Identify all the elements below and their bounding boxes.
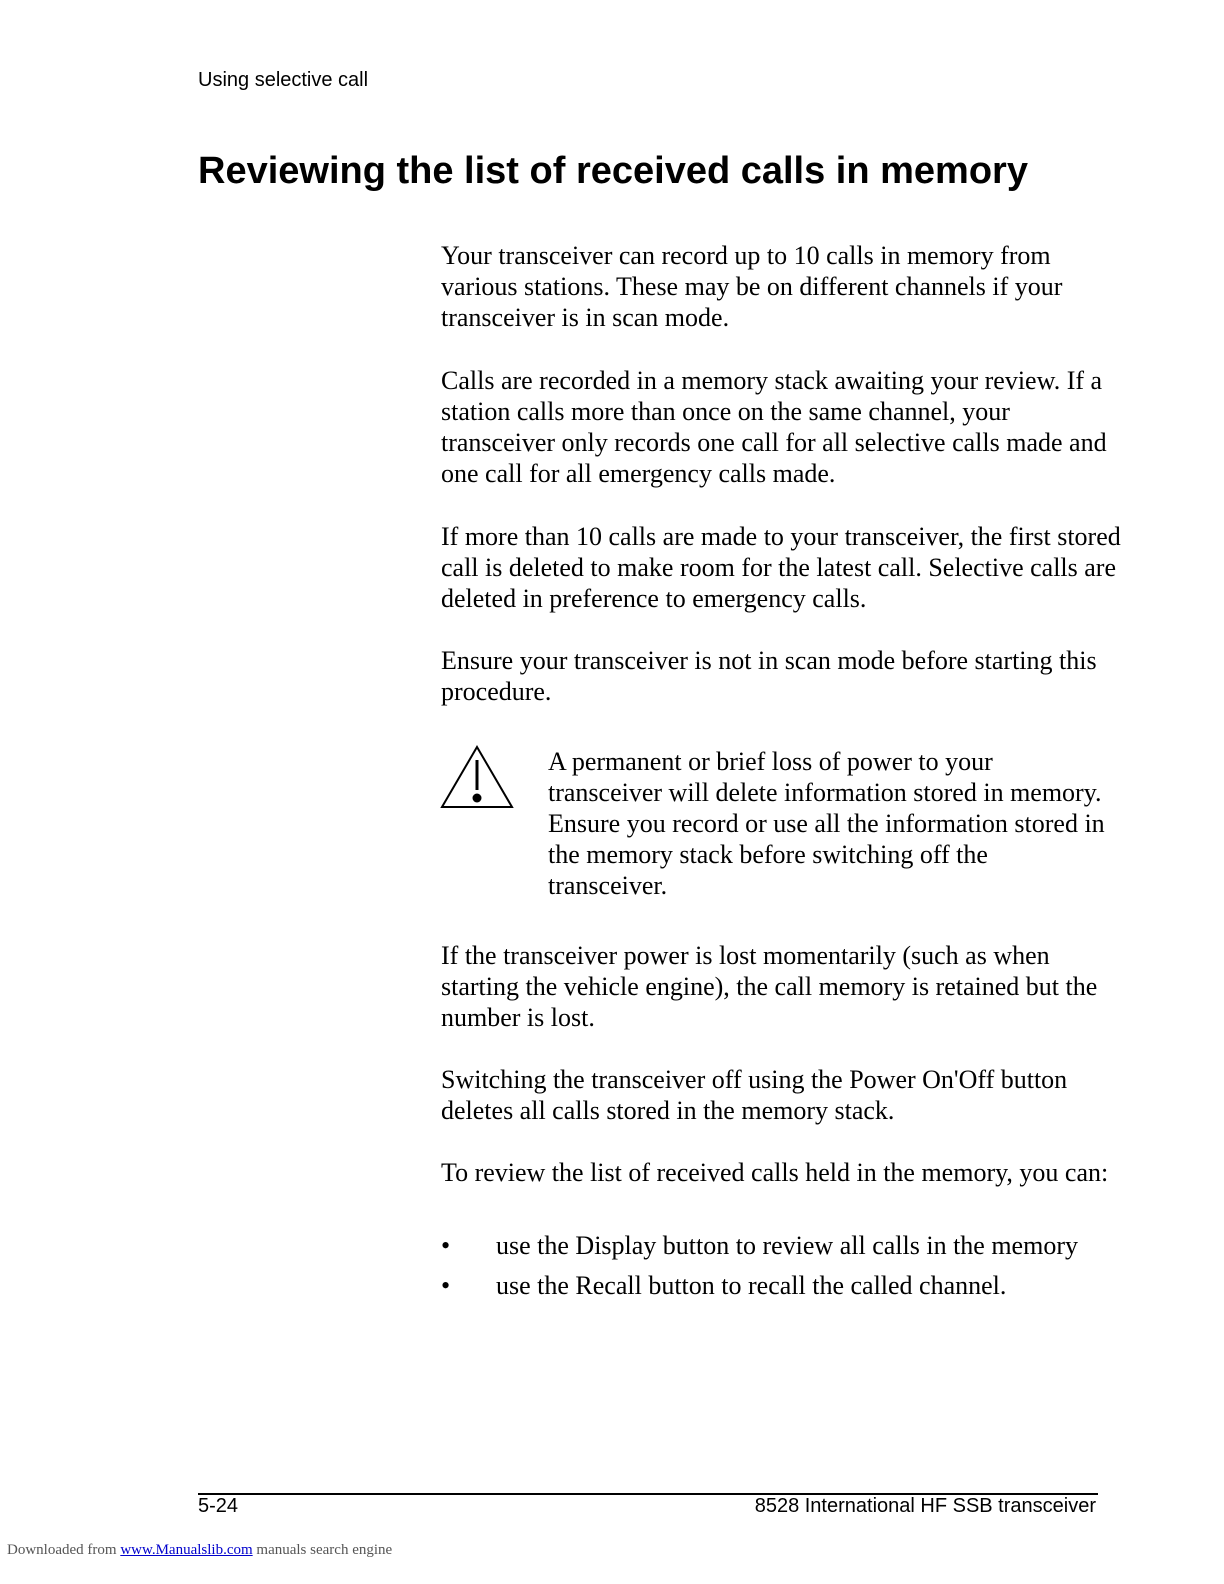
page-title: Reviewing the list of received calls in memory bbox=[198, 150, 1028, 192]
bullet-icon: • bbox=[441, 1231, 451, 1260]
warning-triangle-icon bbox=[440, 744, 514, 810]
list-item-text: use the Recall button to recall the called channel. bbox=[496, 1271, 1007, 1300]
manualslib-link[interactable]: www.Manualslib.com bbox=[120, 1542, 253, 1558]
download-prefix: Downloaded from bbox=[7, 1542, 117, 1558]
download-notice bbox=[7, 1542, 392, 1559]
paragraph-overflow: If more than 10 calls are made to your transceiver, the first stored call is deleted to make room for the latest call. Selective calls are deleted in preference to emergency calls. bbox=[441, 522, 1121, 613]
paragraph-record-capacity: Your transceiver can record up to 10 calls in memory from various stations. These may be on different channels if your transceiver is in scan mode. bbox=[441, 241, 1063, 332]
list-item bbox=[441, 1230, 1121, 1261]
running-header: Using selective call bbox=[198, 69, 369, 91]
list-item-text: use the Display button to review all calls in the memory bbox=[496, 1231, 1078, 1260]
paragraph-scan-mode: Ensure your transceiver is not in scan mode before starting this procedure. bbox=[441, 646, 1097, 706]
paragraph-memory-stack: Calls are recorded in a memory stack awaiting your review. If a station calls more than once on the same channel, your transceiver only records one call for all selective calls made and one call for all emergency calls made. bbox=[441, 366, 1107, 488]
page-number: 5-24 bbox=[198, 1495, 239, 1517]
warning-text: A permanent or brief loss of power to your transceiver will delete information stored in memory. Ensure you record or use all the information stored in the memory stack before switching off the transceiver. bbox=[548, 747, 1105, 900]
download-suffix: manuals search engine bbox=[256, 1542, 393, 1558]
bullet-icon: • bbox=[441, 1271, 451, 1300]
review-options-list bbox=[441, 1230, 1121, 1310]
paragraph-power-off: Switching the transceiver off using the Power On'Off button deletes all calls stored in the memory stack. bbox=[441, 1065, 1068, 1125]
paragraph-review-intro: To review the list of received calls held in the memory, you can: bbox=[441, 1158, 1109, 1187]
footer-product-name: 8528 International HF SSB transceiver bbox=[754, 1495, 1096, 1517]
list-item bbox=[441, 1270, 1121, 1301]
paragraph-power-lost: If the transceiver power is lost momentarily (such as when starting the vehicle engine), the call memory is retained but the number is lost. bbox=[441, 941, 1098, 1032]
